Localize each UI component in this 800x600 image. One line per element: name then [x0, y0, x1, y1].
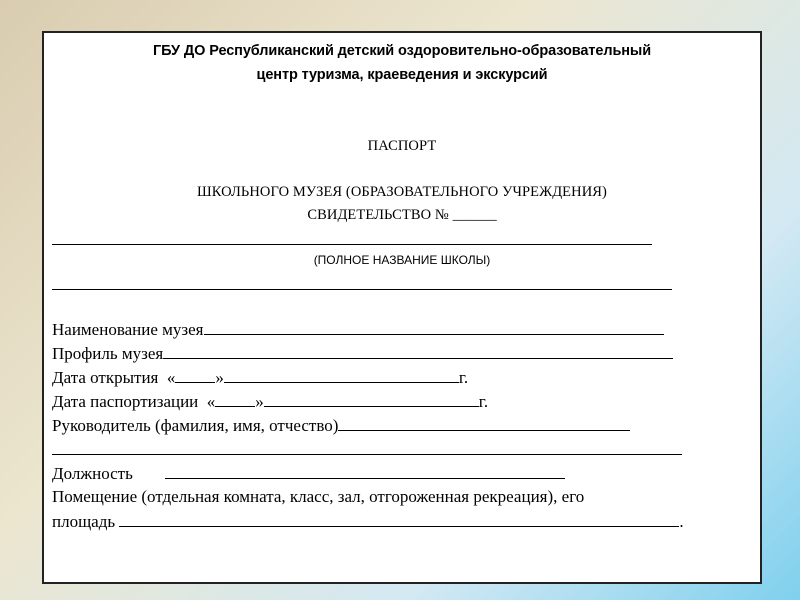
head-label: Руководитель (фамилия, имя, отчество) [52, 416, 339, 435]
school-name-caption: (ПОЛНОЕ НАЗВАНИЕ ШКОЛЫ) [313, 253, 491, 267]
passport-month-year-field[interactable] [264, 391, 479, 407]
year-suffix: г. [458, 368, 469, 387]
passport-title: ПАСПОРТ [367, 138, 437, 154]
close-quote: » [215, 368, 224, 387]
area-field[interactable] [119, 511, 679, 527]
area-label: площадь [52, 512, 116, 531]
position-row [52, 463, 565, 484]
open-quote: « [166, 368, 176, 387]
open-quote: « [206, 392, 216, 411]
museum-profile-label: Профиль музея [52, 344, 164, 363]
head-field[interactable] [338, 415, 630, 431]
museum-name-row [52, 319, 664, 340]
passport-form [42, 31, 762, 584]
school-name-line-2[interactable] [52, 289, 672, 290]
close-quote: » [255, 392, 264, 411]
head-field-line-2[interactable] [52, 454, 682, 455]
opening-day-field[interactable] [175, 367, 215, 383]
passport-date-label: Дата паспортизации [52, 392, 199, 411]
position-field[interactable] [165, 463, 565, 479]
position-label: Должность [52, 464, 133, 483]
premises-label: Помещение (отдельная комната, класс, зал, отгороженная рекреация), его [52, 487, 585, 506]
passport-date-row [52, 391, 488, 412]
organization-name-line1: ГБУ ДО Республиканский детский оздоровительно-образовательный [152, 43, 652, 59]
museum-profile-field[interactable] [163, 343, 673, 359]
museum-name-field[interactable] [204, 319, 664, 335]
museum-title: ШКОЛЬНОГО МУЗЕЯ (ОБРАЗОВАТЕЛЬНОГО УЧРЕЖДЕНИЯ) [197, 184, 607, 200]
museum-name-label: Наименование музея [52, 320, 204, 339]
organization-name-line2: центр туризма, краеведения и экскурсий [256, 67, 548, 83]
opening-date-row [52, 367, 468, 388]
year-suffix: г. [478, 392, 489, 411]
period-mark: . [679, 512, 684, 531]
school-name-line[interactable] [52, 244, 652, 245]
passport-day-field[interactable] [215, 391, 255, 407]
museum-profile-row [52, 343, 673, 364]
head-row [52, 415, 630, 436]
area-row [52, 511, 684, 532]
certificate-number: СВИДЕТЕЛЬСТВО № ______ [307, 207, 497, 223]
opening-month-year-field[interactable] [224, 367, 459, 383]
opening-date-label: Дата открытия [52, 368, 159, 387]
